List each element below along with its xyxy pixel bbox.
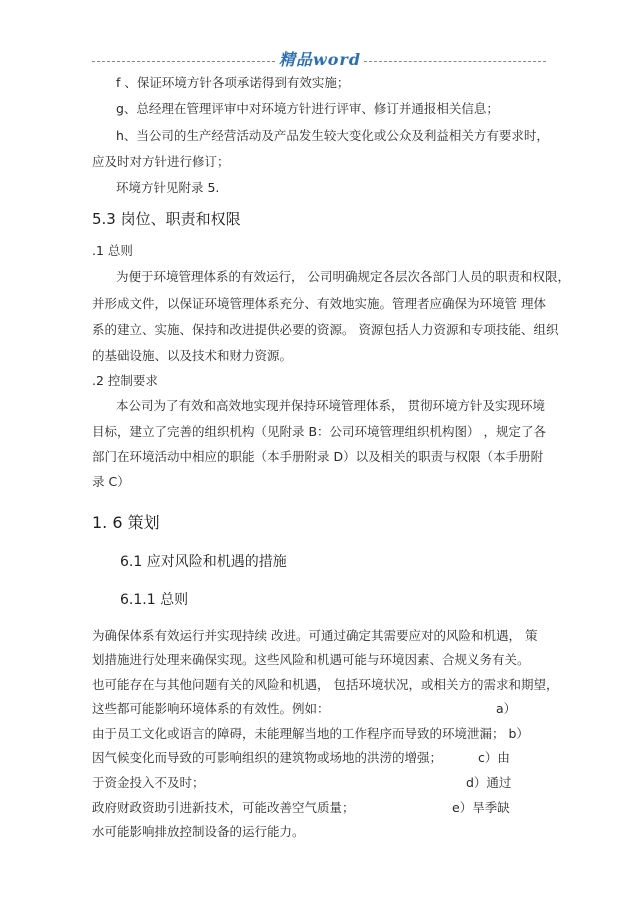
- paragraph-line: 系的建立、实施、保持和改进提供必要的资源。 资源包括人力资源和专项技能、组织: [92, 322, 559, 337]
- paragraph-line: 由于员工文化或语言的障碍，未能理解当地的工作程序而导致的环境泄漏； b）: [92, 726, 529, 741]
- paragraph-line: 本公司为了有效和高效地实现并保持环境管理体系， 贯彻环境方针及实现环境: [116, 398, 545, 413]
- section-heading-5-3: 5.3 岗位、职责和权限: [92, 210, 241, 228]
- paragraph-line: 的基础设施、以及技术和财力资源。: [92, 348, 293, 363]
- paragraph-line: 目标，建立了完善的组织机构（见附录 B：公司环境管理组织机构图） ，规定了各: [92, 424, 547, 439]
- paragraph-line: 为便于环境管理体系的有效运行， 公司明确规定各层次各部门人员的职责和权限，: [116, 269, 570, 284]
- list-item-f: f 、保证环境方针各项承诺得到有效实施；: [116, 75, 350, 90]
- paragraph-line: 因气候变化而导致的可影响组织的建筑物或场地的洪涝的增强；: [92, 750, 443, 765]
- subsection-general: .1 总则: [92, 243, 133, 258]
- section-heading-6: 1. 6 策划: [92, 513, 160, 532]
- paragraph-line: 政府财政资助引进新技术，可能改善空气质量；: [92, 800, 355, 815]
- paragraph-line: 录 C）: [92, 474, 130, 489]
- section-heading-6-1: 6.1 应对风险和机遇的措施: [120, 554, 287, 570]
- list-item-h-cont: 应及时对方针进行修订；: [92, 154, 230, 169]
- subsection-control: .2 控制要求: [92, 373, 158, 388]
- paragraph-line: 为确保体系有效运行并实现持续 改进。可通过确定其需要应对的风险和机遇， 策: [92, 628, 538, 643]
- header-line-right: [364, 61, 546, 62]
- example-marker-d: d）通过: [466, 775, 512, 790]
- example-marker-c: c）由: [478, 750, 510, 765]
- section-heading-6-1-1: 6.1.1 总则: [120, 592, 189, 608]
- policy-appendix-ref: 环境方针见附录 5.: [116, 180, 220, 195]
- paragraph-line: 并形成文件，以保证环境管理体系充分、有效地实施。管理者应确保为环境管 理体: [92, 296, 546, 311]
- paragraph-line: 部门在环境活动中相应的职能（本手册附录 D）以及相关的职责与权限（本手册附: [92, 449, 544, 464]
- paragraph-line: 水可能影响排放控制设备的运行能力。: [92, 824, 305, 839]
- example-marker-e: e）旱季缺: [452, 800, 510, 815]
- paragraph-line: 也可能存在与其他问题有关的风险和机遇， 包括环境状况，或相关方的需求和期望，: [92, 677, 559, 692]
- paragraph-line: 于资金投入不及时；: [92, 775, 205, 790]
- header-line-left: [92, 61, 275, 62]
- paragraph-line: 这些都可能影响环境体系的有效性。例如：: [92, 701, 330, 716]
- paragraph-line: 划措施进行处理来确保实现。这些风险和机遇可能与环境因素、合规义务有关。: [92, 652, 530, 667]
- list-item-g: g、总经理在管理评审中对环境方针进行评审、修订并通报相关信息；: [116, 101, 499, 116]
- list-item-h: h、当公司的生产经营活动及产品发生较大变化或公众及利益相关方有要求时，: [116, 128, 549, 143]
- example-marker-a: a）: [496, 701, 517, 716]
- header-logo: 精品word: [278, 50, 362, 69]
